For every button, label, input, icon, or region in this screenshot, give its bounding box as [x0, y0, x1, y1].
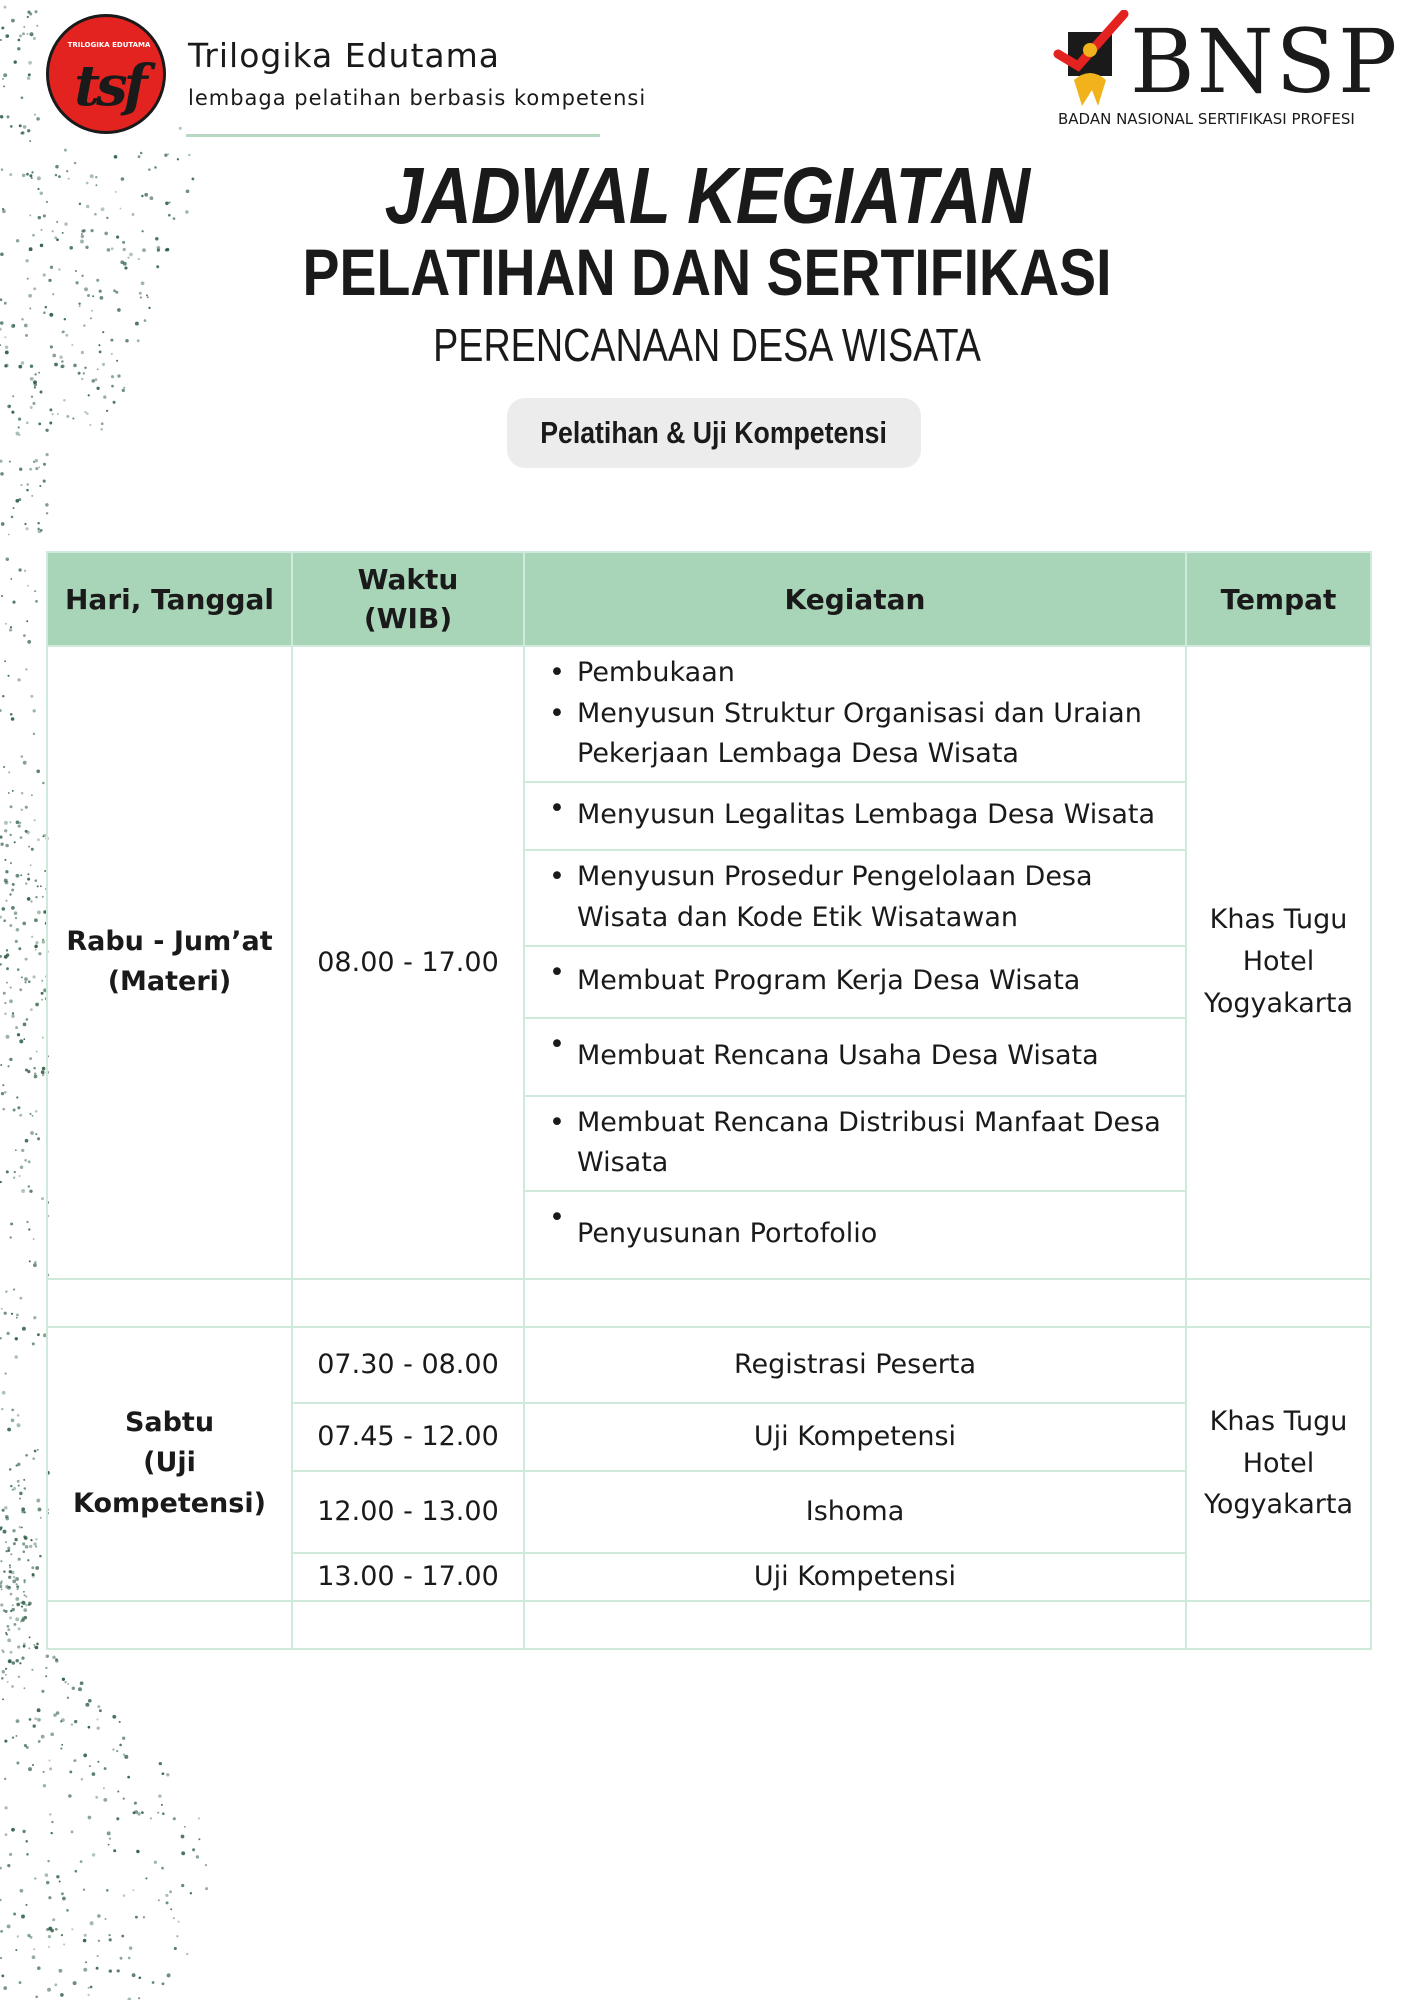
- activity-text: Menyusun Struktur Organisasi dan Uraian Pekerjaan Lembaga Desa Wisata: [577, 697, 1142, 769]
- time-cell: 08.00 - 17.00: [292, 646, 524, 1279]
- org-tagline: lembaga pelatihan berbasis kompetensi: [188, 86, 647, 110]
- time-cell: 07.30 - 08.00: [292, 1327, 524, 1403]
- bullet-icon: •: [549, 697, 565, 729]
- place-line: Yogyakarta: [1203, 1489, 1354, 1521]
- activity-cell: [524, 646, 1186, 782]
- activity-cell: [524, 782, 1186, 850]
- activity-text: Penyusunan Portofolio: [577, 1218, 878, 1250]
- activity-text: Membuat Rencana Usaha Desa Wisata: [577, 1040, 1099, 1072]
- place-line: Khas Tugu: [1209, 1405, 1348, 1437]
- place-line: Hotel: [1242, 1447, 1315, 1479]
- activity-cell: Ishoma: [524, 1471, 1186, 1553]
- tsf-logo: [46, 14, 166, 134]
- col-header-time-label: Waktu: [357, 562, 459, 596]
- table-header-row: [47, 552, 1371, 646]
- bullet-icon: •: [549, 1028, 565, 1060]
- table-row: [47, 1327, 1371, 1403]
- activity-cell: [524, 1096, 1186, 1191]
- col-header-time-unit: (WIB): [363, 602, 453, 635]
- place-line: Hotel: [1242, 946, 1315, 978]
- activity-text: Pembukaan: [577, 657, 735, 688]
- time-cell: 13.00 - 17.00: [292, 1553, 524, 1601]
- bullet-icon: •: [549, 956, 565, 988]
- program-type-label: Pelatihan & Uji Kompetensi: [540, 415, 888, 450]
- day-sublabel: (Uji Kompetensi): [73, 1447, 266, 1519]
- activity-text: Menyusun Legalitas Lembaga Desa Wisata: [577, 799, 1156, 831]
- day-sublabel: (Materi): [107, 966, 232, 998]
- bnsp-emblem-icon: [1052, 10, 1132, 110]
- day-label: Rabu - Jum’at: [66, 925, 273, 957]
- spacer-row: [47, 1601, 1371, 1649]
- activity-cell: [524, 850, 1186, 946]
- bullet-icon: •: [549, 1106, 565, 1138]
- table-row: [47, 646, 1371, 782]
- day-label: Sabtu: [124, 1406, 215, 1438]
- activity-cell: [524, 946, 1186, 1018]
- page-subtitle: PELATIHAN DAN SERTIFIKASI: [302, 235, 1112, 309]
- logo-mark: tsf: [74, 53, 144, 119]
- bnsp-logo-text: BNSP: [1130, 10, 1400, 113]
- place-line: Khas Tugu: [1209, 904, 1348, 936]
- time-cell: 07.45 - 12.00: [292, 1403, 524, 1471]
- page-title: JADWAL KEGIATAN: [384, 151, 1030, 240]
- col-header-activity: Kegiatan: [524, 552, 1186, 646]
- place-cell: [1186, 1327, 1371, 1601]
- bnsp-full-name: BADAN NASIONAL SERTIFIKASI PROFESI: [1058, 110, 1355, 128]
- place-cell: [1186, 646, 1371, 1279]
- header-divider: [186, 134, 600, 137]
- bullet-icon: •: [549, 860, 565, 892]
- day-cell-uji: [47, 1327, 292, 1601]
- time-cell: 12.00 - 13.00: [292, 1471, 524, 1553]
- col-header-day: Hari, Tanggal: [47, 552, 292, 646]
- logo-ring-text: TRILOGIKA EDUTAMA: [67, 41, 151, 49]
- col-header-place: Tempat: [1186, 552, 1371, 646]
- place-line: Yogyakarta: [1203, 988, 1354, 1020]
- schedule-table: [46, 551, 1372, 1650]
- spacer-row: [47, 1279, 1371, 1327]
- activity-text: Membuat Program Kerja Desa Wisata: [577, 965, 1081, 997]
- activity-cell: Registrasi Peserta: [524, 1327, 1186, 1403]
- org-name: Trilogika Edutama: [188, 36, 501, 75]
- bullet-icon: •: [549, 1201, 565, 1233]
- activity-cell: [524, 1191, 1186, 1279]
- day-cell-materi: [47, 646, 292, 1279]
- program-name: PERENCANAAN DESA WISATA: [433, 319, 981, 371]
- program-type-badge: [507, 398, 921, 468]
- activity-cell: Uji Kompetensi: [524, 1403, 1186, 1471]
- bullet-icon: •: [549, 657, 565, 688]
- activity-text: Menyusun Prosedur Pengelolaan Desa Wisata dan Kode Etik Wisatawan: [577, 861, 1093, 933]
- activity-cell: [524, 1018, 1186, 1096]
- bullet-icon: •: [549, 792, 565, 824]
- activity-text: Membuat Rencana Distribusi Manfaat Desa Wisata: [577, 1106, 1161, 1178]
- col-header-time: [292, 552, 524, 646]
- activity-cell: Uji Kompetensi: [524, 1553, 1186, 1601]
